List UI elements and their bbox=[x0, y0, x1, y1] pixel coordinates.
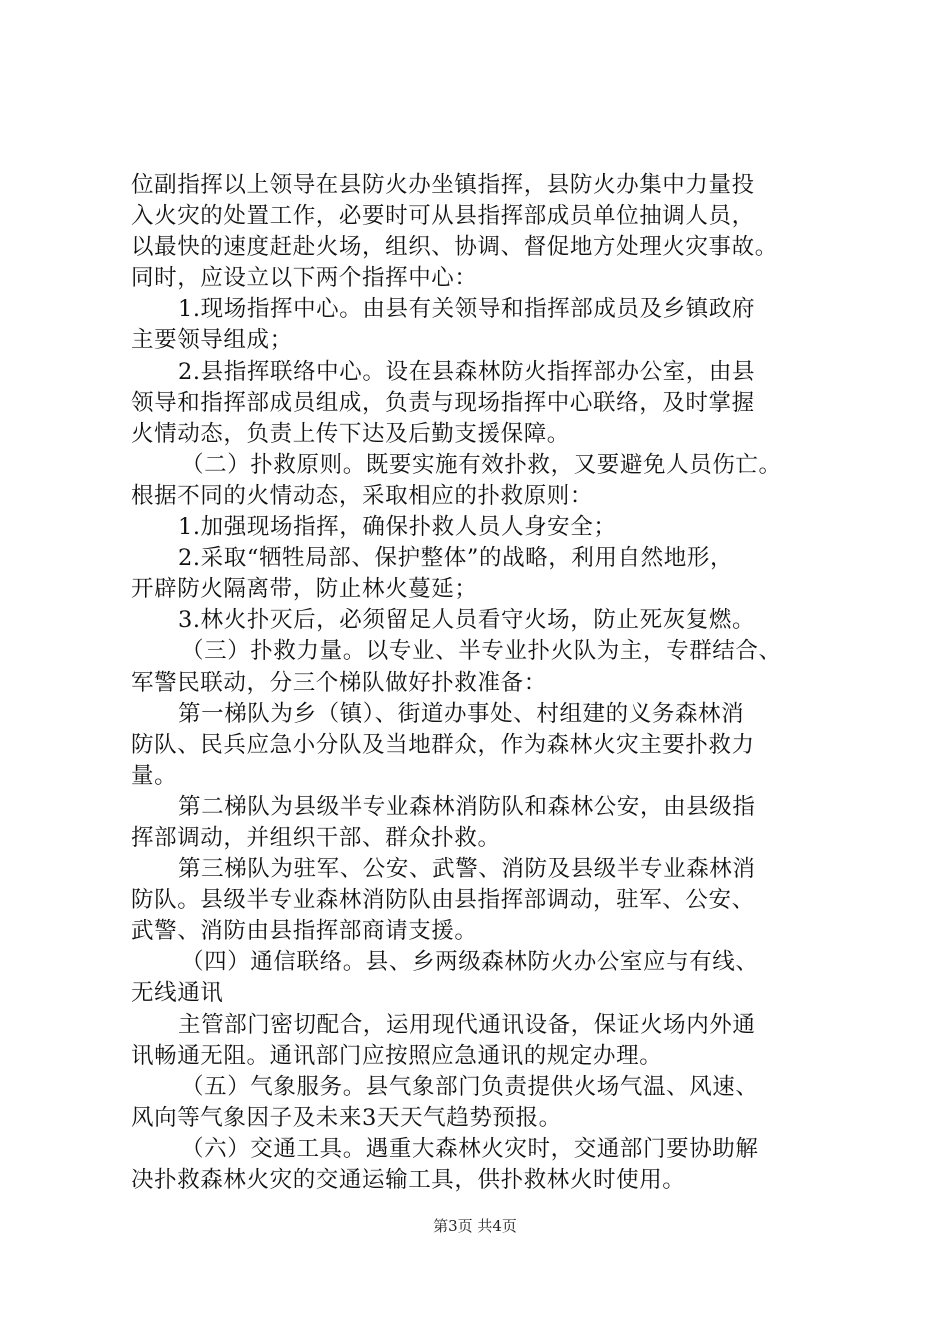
paragraph-line: 第二梯队为县级半专业森林消防队和森林公安，由县级指 bbox=[178, 793, 756, 820]
paragraph-line: 开辟防火隔离带，防止林火蔓延； bbox=[131, 576, 478, 603]
paragraph-line: 同时，应设立以下两个指挥中心： bbox=[131, 265, 478, 292]
paragraph-line: 军警民联动，分三个梯队做好扑救准备： bbox=[131, 669, 547, 696]
paragraph-line: 领导和指挥部成员组成，负责与现场指挥中心联络，及时掌握 bbox=[131, 389, 755, 416]
paragraph-line: 3.林火扑灭后，必须留足人员看守火场，防止死灰复燃。 bbox=[178, 607, 756, 634]
document-body bbox=[131, 170, 851, 1196]
paragraph-line: （五）气象服务。县气象部门负责提供火场气温、风速、 bbox=[181, 1073, 759, 1100]
paragraph-line: 主要领导组成； bbox=[131, 327, 293, 354]
paragraph-line: 第三梯队为驻军、公安、武警、消防及县级半专业森林消 bbox=[178, 856, 756, 883]
paragraph-line: （三）扑救力量。以专业、半专业扑火队为主，专群结合、 bbox=[181, 638, 782, 665]
paragraph-line: 决扑救森林火灾的交通运输工具，供扑救林火时使用。 bbox=[131, 1167, 686, 1193]
paragraph-line: 无线通讯 bbox=[131, 980, 224, 1007]
paragraph-line: 量。 bbox=[131, 762, 178, 789]
paragraph-line: 2.采取“牺牲局部、保护整体”的战略，利用自然地形， bbox=[178, 545, 734, 572]
page-number-footer: 第3页 共4页 bbox=[433, 1217, 517, 1235]
paragraph-line: 风向等气象因子及未来3天天气趋势预报。 bbox=[131, 1104, 562, 1131]
paragraph-line: 第一梯队为乡（镇）、街道办事处、村组建的义务森林消 bbox=[178, 700, 745, 727]
paragraph-line: 挥部调动，并组织干部、群众扑救。 bbox=[131, 824, 501, 851]
paragraph-line: 根据不同的火情动态，采取相应的扑救原则： bbox=[131, 482, 594, 509]
paragraph-line: 位副指挥以上领导在县防火办坐镇指挥，县防火办集中力量投 bbox=[131, 172, 755, 198]
paragraph-line: （四）通信联络。县、乡两级森林防火办公室应与有线、 bbox=[181, 949, 759, 976]
paragraph-line: 防队。县级半专业森林消防队由县指挥部调动，驻军、公安、 bbox=[131, 887, 755, 914]
paragraph-line: 1.加强现场指挥，确保扑救人员人身安全； bbox=[178, 514, 617, 541]
paragraph-line: 入火灾的处置工作，必要时可从县指挥部成员单位抽调人员， bbox=[131, 203, 755, 230]
paragraph-line: 讯畅通无阻。通讯部门应按照应急通讯的规定办理。 bbox=[131, 1042, 663, 1069]
paragraph-line: 1.现场指挥中心。由县有关领导和指挥部成员及乡镇政府 bbox=[178, 296, 756, 323]
paragraph-line: （六）交通工具。遇重大森林火灾时，交通部门要协助解 bbox=[181, 1135, 759, 1162]
paragraph-line: 防队、民兵应急小分队及当地群众，作为森林火灾主要扑救力 bbox=[131, 731, 755, 758]
paragraph-line: 火情动态，负责上传下达及后勤支援保障。 bbox=[131, 420, 570, 447]
paragraph-line: 武警、消防由县指挥部商请支援。 bbox=[131, 918, 478, 945]
paragraph-line: 主管部门密切配合，运用现代通讯设备，保证火场内外通 bbox=[178, 1011, 756, 1038]
paragraph-line: 2.县指挥联络中心。设在县森林防火指挥部办公室，由县 bbox=[178, 358, 756, 385]
paragraph-line: （二）扑救原则。既要实施有效扑救，又要避免人员伤亡。 bbox=[181, 451, 782, 478]
paragraph-line: 以最快的速度赶赴火场，组织、协调、督促地方处理火灾事故。 bbox=[131, 234, 778, 261]
